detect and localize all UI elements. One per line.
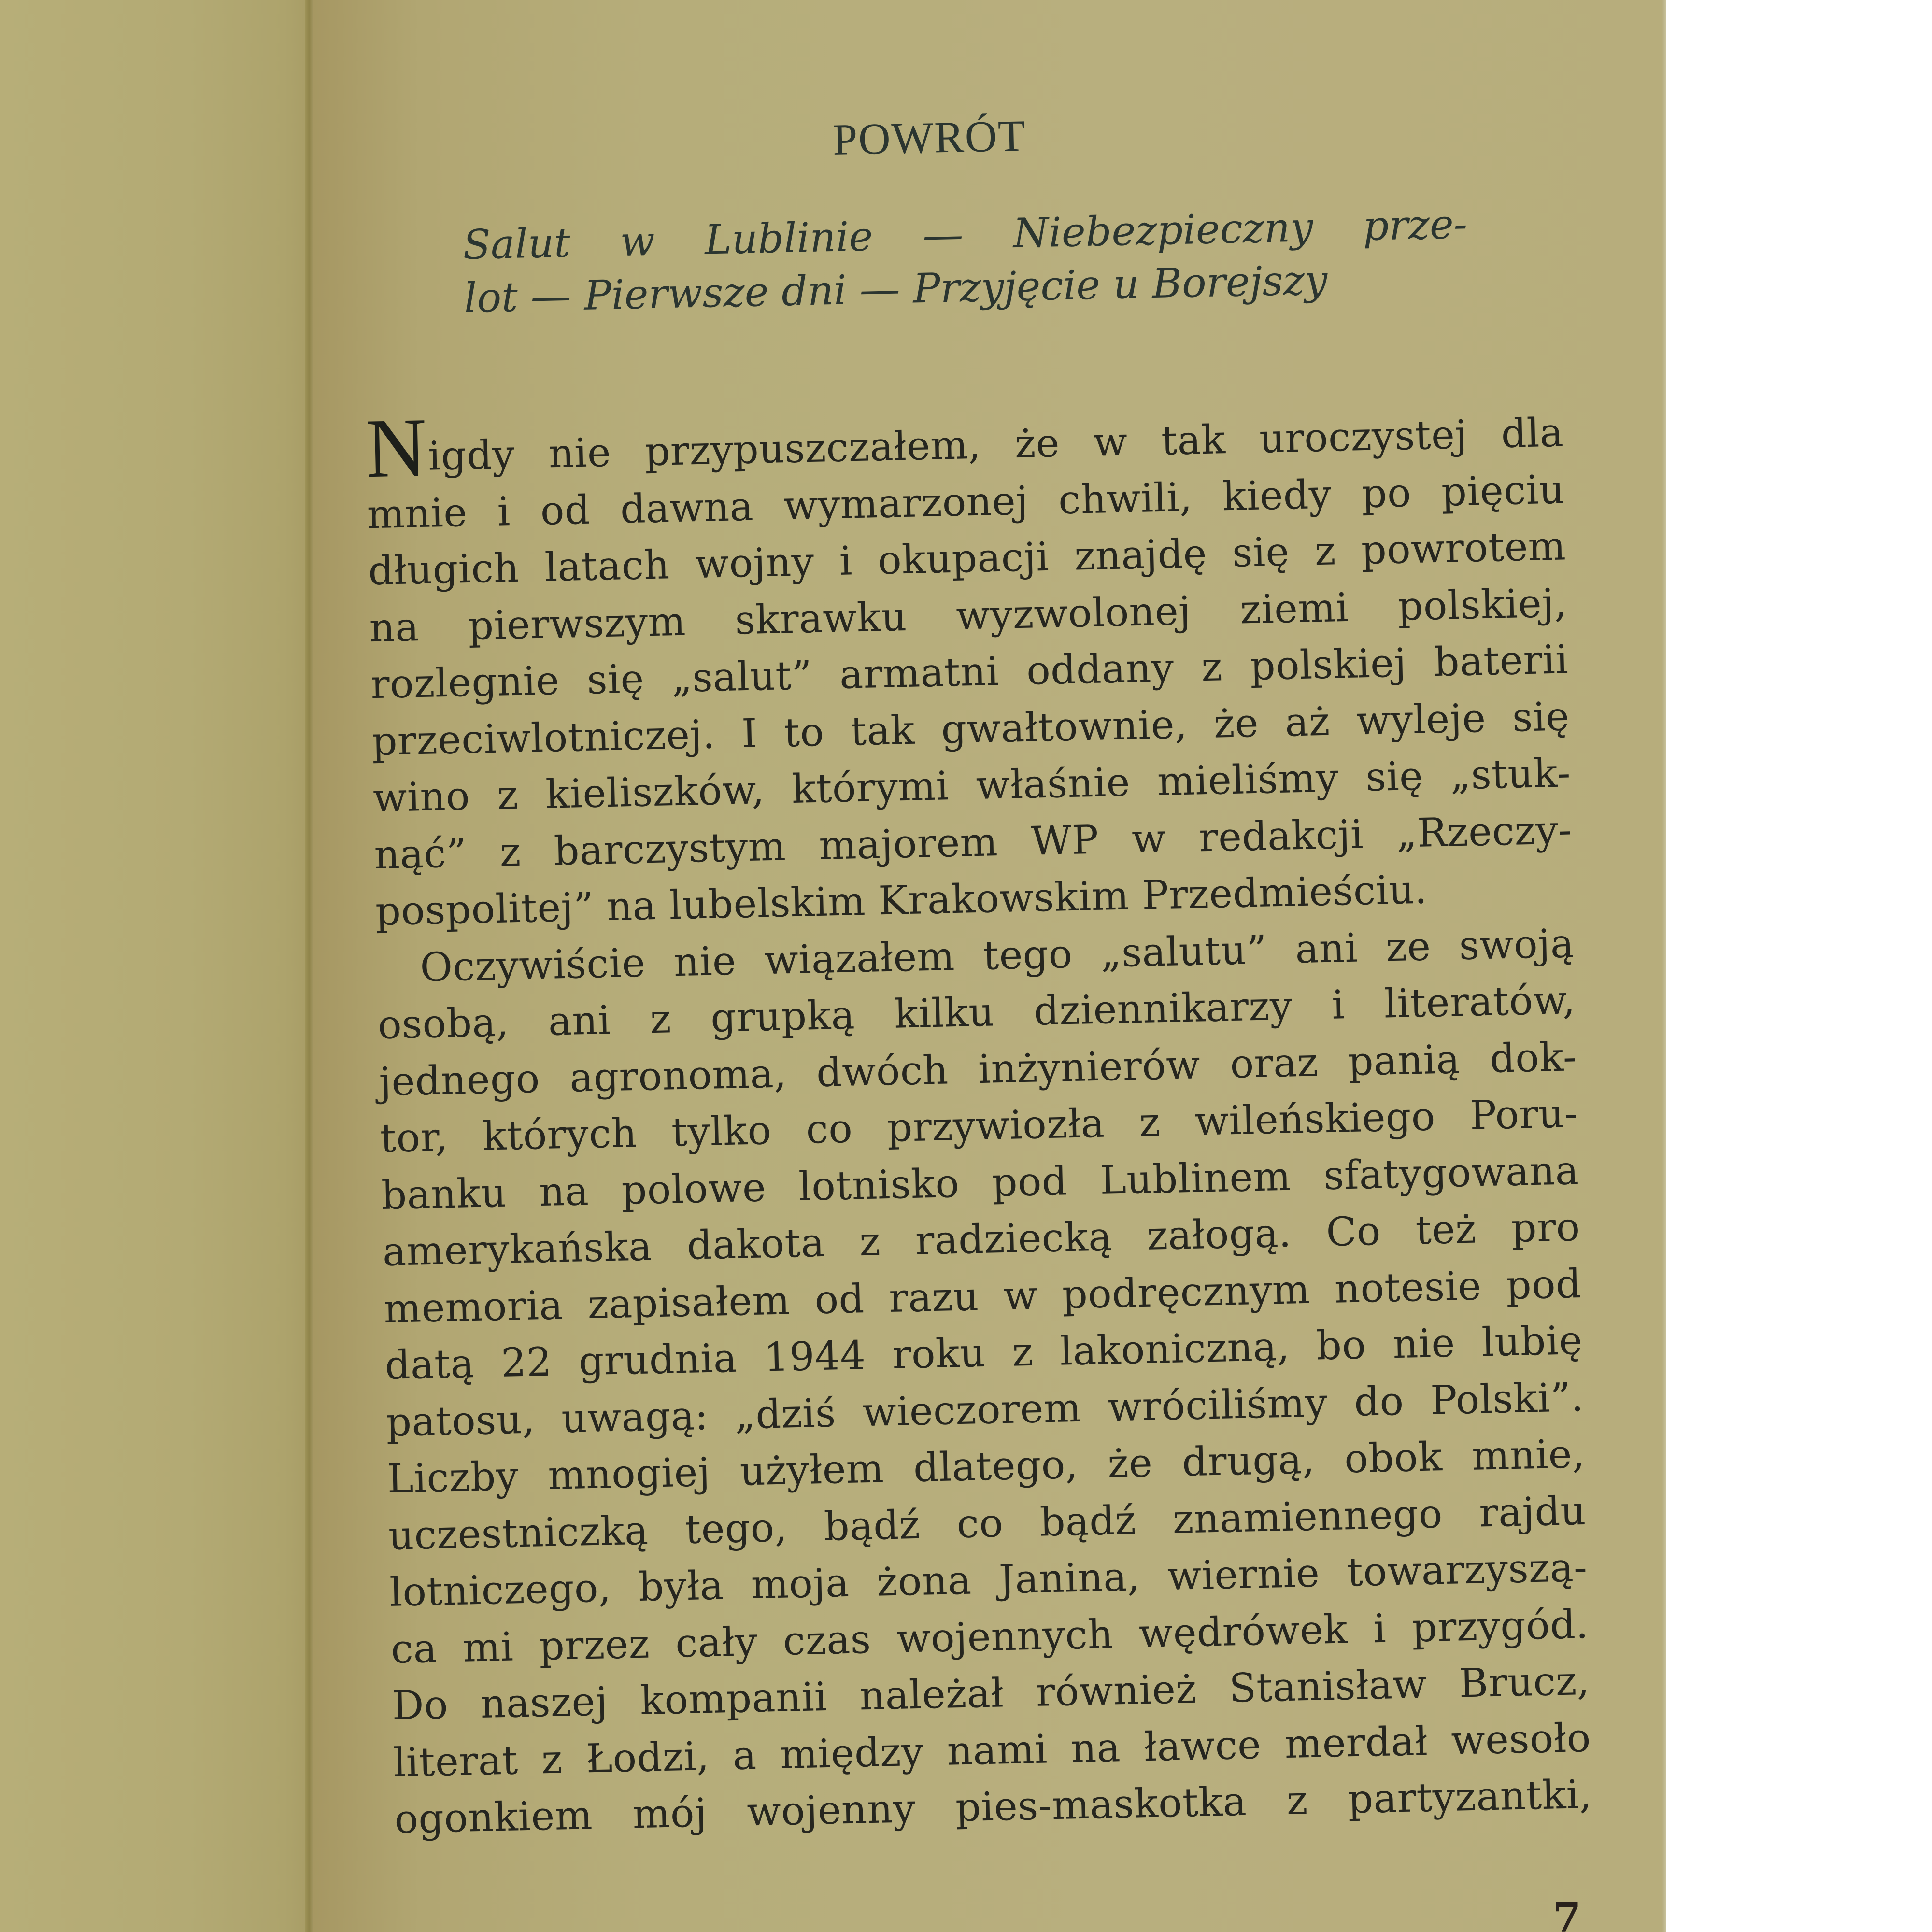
body-line: mnie i od dawna wymarzonej chwili, kiedy po pięciu <box>367 466 1565 538</box>
body-text <box>365 400 1593 1848</box>
left-page <box>0 0 309 1932</box>
subtitle-line: Salut w Lublinie — Niebezpieczny prze- <box>462 200 1468 269</box>
drop-cap: N <box>365 400 428 496</box>
body-line: literat z Łodzi, a między nami na ławce merdał wesoło <box>393 1715 1591 1786</box>
body-line: nąć” z barczystym majorem WP w redakcji „Rzeczy- <box>373 807 1573 878</box>
body-line: banku na polowe lotnisko pod Lublinem sfatygowana <box>381 1147 1580 1219</box>
page-number: 7 <box>1553 1893 1581 1932</box>
body-line: jednego agronoma, dwóch inżynierów oraz panią dok- <box>378 1034 1577 1105</box>
body-line: ogonkiem mój wojenny pies-maskotka z partyzantki, <box>394 1771 1593 1843</box>
body-line-paragraph-start: Oczywiście nie wiązałem tego „salutu” ani ze swoją <box>419 920 1575 991</box>
body-line: przeciwlotniczej. I to tak gwałtownie, że aż wyleje się <box>371 693 1570 765</box>
subtitle-line: lot — Pierwsze dni — Przyjęcie u Borejszy <box>463 256 1328 322</box>
body-line: długich latach wojny i okupacji znajdę się z powrotem <box>368 523 1566 595</box>
page-content <box>318 0 1638 1932</box>
body-line: pospolitej” na lubelskim Krakowskim Przedmieściu. <box>375 867 1428 935</box>
body-line: datą 22 grudnia 1944 roku z lakoniczną, bo nie lubię <box>384 1318 1583 1389</box>
body-line: amerykańska dakota z radziecką załogą. Co też pro <box>382 1204 1581 1275</box>
body-line: rozlegnie się „salut” armatni oddany z polskiej baterii <box>370 637 1569 708</box>
chapter-title: POWRÓT <box>832 111 1027 164</box>
body-line: Do naszej kompanii należał również Stanisław Brucz, <box>391 1658 1591 1729</box>
page-edge <box>1662 0 1666 1932</box>
book-gutter <box>305 0 313 1932</box>
body-line: ca mi przez cały czas wojennych wędrówek i przygód. <box>390 1601 1589 1673</box>
body-line-text: igdy nie przypuszczałem, że w tak uroczystej dla <box>427 410 1564 480</box>
body-line: tor, których tylko co przywiozła z wileńskiego Poru- <box>380 1091 1578 1162</box>
body-line: memoria zapisałem od razu w podręcznym notesie pod <box>383 1261 1582 1332</box>
body-line: na pierwszym skrawku wyzwolonej ziemi polskiej, <box>369 580 1568 651</box>
body-line: osobą, ani z grupką kilku dziennikarzy i literatów, <box>377 977 1576 1049</box>
body-line: Liczby mnogiej użyłem dlatego, że drugą, obok mnie, <box>386 1431 1586 1502</box>
body-line: lotniczego, była moja żona Janina, wiernie towarzyszą- <box>389 1544 1588 1616</box>
chapter-subtitle <box>462 198 1469 325</box>
body-line: patosu, uwagą: „dziś wieczorem wróciliśmy do Polski”. <box>385 1374 1584 1446</box>
body-line: uczestniczką tego, bądź co bądź znamiennego rajdu <box>388 1488 1587 1559</box>
body-line: wino z kieliszków, którymi właśnie mieliśmy się „stuk- <box>372 750 1571 822</box>
